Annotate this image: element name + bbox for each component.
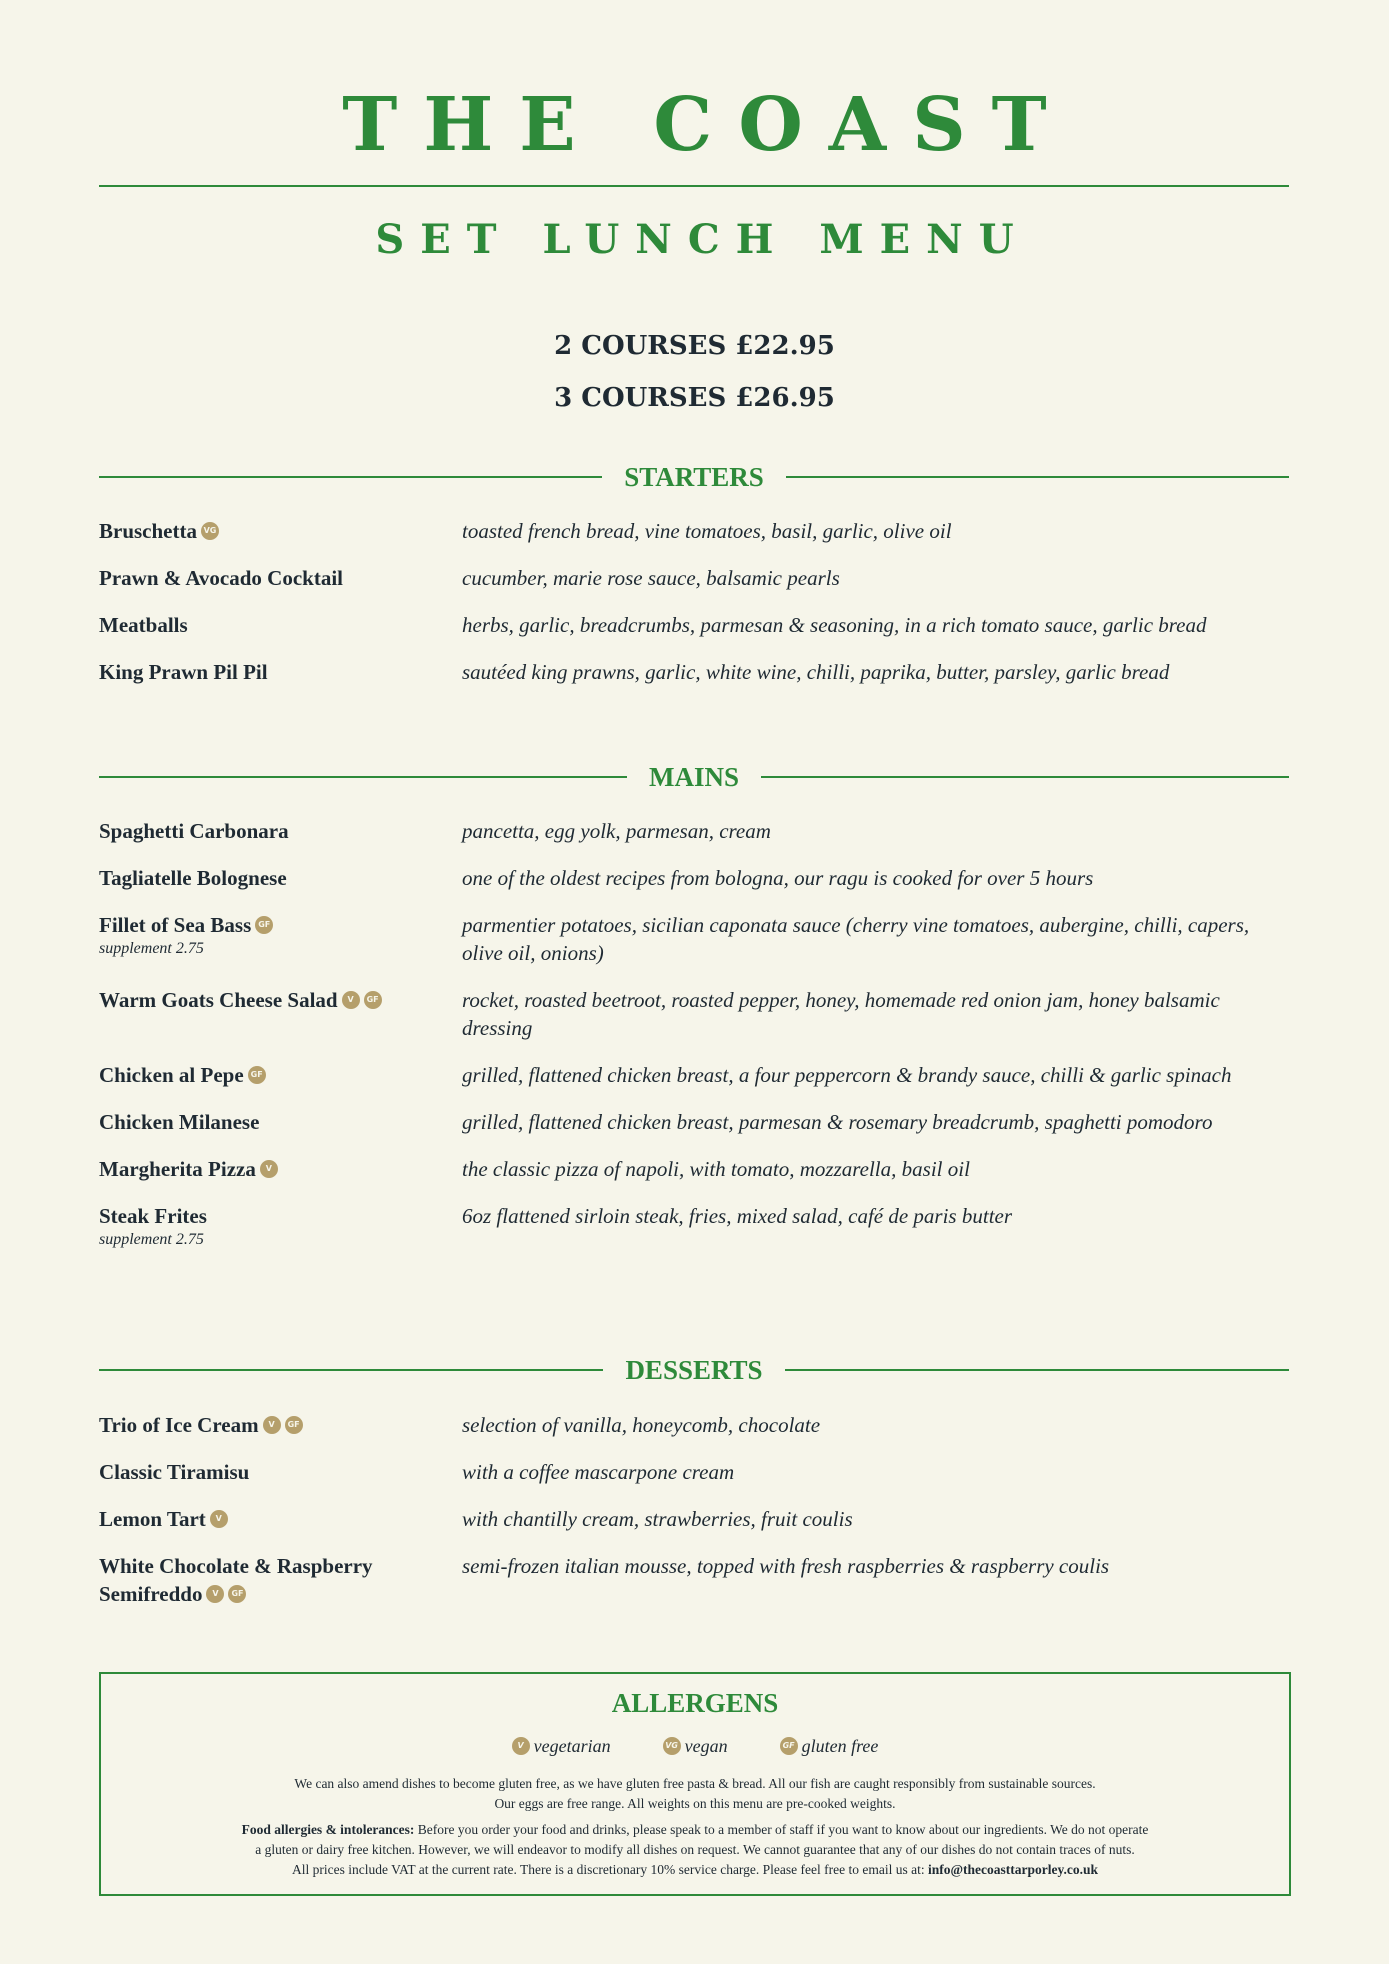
menu-item-description: grilled, flattened chicken breast, parmesan & rosemary breadcrumb, spaghetti pomodoro (462, 1110, 1213, 1134)
menu-subtitle: SET LUNCH MENU (375, 216, 1030, 263)
menu-item-description: selection of vanilla, honeycomb, chocolate (462, 1413, 821, 1437)
menu-item-supplement: supplement 2.75 (99, 1231, 204, 1248)
menu-item-description: one of the oldest recipes from bologna, our ragu is cooked for over 5 hours (462, 866, 1094, 890)
legend-entry (512, 1736, 611, 1757)
menu-item-name-col (99, 817, 462, 845)
menu-item-name-col (99, 986, 462, 1042)
menu-item (99, 986, 1289, 1042)
section-divider (786, 476, 1289, 478)
menu-item-name-text: Lemon Tart (99, 1507, 206, 1531)
section-divider (99, 1369, 603, 1371)
menu-item-name-text: Meatballs (99, 613, 188, 637)
menu-item-description: grilled, flattened chicken breast, a four peppercorn & brandy sauce, chilli & garlic spinach (462, 1063, 1232, 1087)
v-badge-icon: V (210, 1510, 228, 1528)
menu-item (99, 1458, 1289, 1486)
menu-item (99, 564, 1289, 592)
menu-item-name (99, 1061, 462, 1089)
menu-item-name (99, 1108, 462, 1136)
menu-item-name-text: Warm Goats Cheese Salad (99, 988, 338, 1012)
section-heading-starters (99, 457, 1289, 497)
allergen-note-line5-text: All prices include VAT at the current rate. There is a discretionary 10% service charge. Please feel free to email us at: (291, 1862, 928, 1877)
menu-item-name-text: Trio of Ice Cream (99, 1413, 259, 1437)
v-badge-icon: V (263, 1416, 281, 1434)
menu-item (99, 911, 1289, 967)
menu-item-name (99, 1155, 462, 1183)
menu-item (99, 658, 1289, 686)
menu-item-name-col (99, 1552, 462, 1608)
menu-item-name (99, 1505, 399, 1533)
menu-item-name-col (99, 1061, 462, 1089)
gf-badge-icon: GF (780, 1737, 798, 1755)
section-divider (761, 776, 1289, 778)
menu-item-name-col (99, 1458, 462, 1486)
menu-item-description: toasted french bread, vine tomatoes, basil, garlic, olive oil (462, 519, 952, 543)
contact-email-link[interactable]: info@thecoasttarporley.co.uk (927, 1862, 1099, 1877)
menu-item-description: rocket, roasted beetroot, roasted pepper, honey, homemade red onion jam, honey balsamic dressing (462, 988, 1220, 1040)
allergens-box (99, 1672, 1291, 1896)
menu-item-name-text: Bruschetta (99, 519, 197, 543)
gf-badge-icon: GF (248, 1066, 266, 1084)
menu-item (99, 517, 1289, 545)
menu-item-name (99, 1411, 399, 1439)
menu-item-name (99, 864, 462, 892)
menu-item-name-col (99, 1202, 462, 1250)
menu-item-name-text: Tagliatelle Bolognese (99, 866, 287, 890)
menu-item-name (99, 986, 462, 1014)
menu-item-description: sautéed king prawns, garlic, white wine, chilli, paprika, butter, parsley, garlic bread (462, 660, 1170, 684)
allergen-note-line2: Our eggs are free range. All weights on this menu are pre-cooked weights. (494, 1796, 896, 1811)
menu-item-name (99, 1552, 399, 1608)
menu-item-description: with chantilly cream, strawberries, fruit coulis (462, 1507, 853, 1531)
menu-item-name-col (99, 1155, 462, 1183)
menu-item-name (99, 817, 462, 845)
title-divider (99, 185, 1289, 187)
menu-item-name-text: Spaghetti Carbonara (99, 819, 289, 843)
menu-item (99, 1552, 1289, 1608)
legend-label: vegetarian (533, 1736, 611, 1756)
starters-list (99, 517, 1289, 705)
menu-item-name-text: Chicken Milanese (99, 1110, 260, 1134)
legend-entry (663, 1736, 728, 1757)
menu-item-name (99, 1458, 399, 1486)
legend-label: gluten free (801, 1736, 879, 1756)
menu-item-name-col (99, 911, 462, 967)
menu-item-name-col (99, 1505, 462, 1533)
menu-item-name-col (99, 1108, 462, 1136)
menu-item-name-col (99, 1411, 462, 1439)
desserts-list (99, 1411, 1289, 1627)
v-badge-icon: V (260, 1160, 278, 1178)
section-divider (785, 1369, 1289, 1371)
menu-item-description: semi-frozen italian mousse, topped with fresh raspberries & raspberry coulis (462, 1554, 1110, 1578)
menu-item (99, 1108, 1289, 1136)
menu-item (99, 864, 1289, 892)
section-divider (99, 776, 627, 778)
section-title: STARTERS (624, 461, 764, 492)
v-badge-icon: V (512, 1737, 530, 1755)
menu-item-name-text: Chicken al Pepe (99, 1063, 244, 1087)
allergen-note-line4: a gluten or dairy free kitchen. However, we will endeavor to modify all dishes on request. We cannot guarantee that any of our dishes do not contain traces of nuts. (255, 1842, 1135, 1857)
gf-badge-icon: GF (364, 991, 382, 1009)
allergens-title: ALLERGENS (611, 1688, 779, 1718)
menu-item-name-text: Margherita Pizza (99, 1157, 256, 1181)
menu-item (99, 1505, 1289, 1533)
menu-item-name (99, 658, 462, 686)
menu-item-name-text: Steak Frites (99, 1204, 207, 1228)
menu-item-description: the classic pizza of napoli, with tomato, mozzarella, basil oil (462, 1157, 970, 1181)
gf-badge-icon: GF (255, 916, 273, 934)
menu-item (99, 1202, 1289, 1250)
menu-item-supplement: supplement 2.75 (99, 940, 204, 957)
menu-item-description: parmentier potatoes, sicilian caponata sauce (cherry vine tomatoes, aubergine, chilli, capers, olive oil, onions) (462, 913, 1250, 965)
menu-item (99, 611, 1289, 639)
section-heading-mains (99, 757, 1289, 797)
menu-item-description: cucumber, marie rose sauce, balsamic pearls (462, 566, 840, 590)
gf-badge-icon: GF (285, 1416, 303, 1434)
v-badge-icon: V (342, 991, 360, 1009)
allergen-note-line5 (161, 1860, 1229, 1880)
menu-item-description: with a coffee mascarpone cream (462, 1460, 735, 1484)
menu-item-description: herbs, garlic, breadcrumbs, parmesan & seasoning, in a rich tomato sauce, garlic bread (462, 613, 1207, 637)
menu-item-name-text: Fillet of Sea Bass (99, 913, 252, 937)
menu-item-name-col (99, 658, 462, 686)
menu-item-name (99, 611, 462, 639)
menu-item-name-col (99, 864, 462, 892)
allergen-note-line3 (161, 1820, 1229, 1840)
section-heading-desserts (99, 1350, 1289, 1390)
legend-label: vegan (684, 1736, 728, 1756)
menu-item-name-text: Classic Tiramisu (99, 1460, 250, 1484)
menu-item-name (99, 517, 462, 545)
allergen-note-line1: We can also amend dishes to become gluten free, as we have gluten free pasta & bread. All our fish are caught responsibly from sustainable sources. (294, 1776, 1096, 1791)
menu-item-name-col (99, 564, 462, 592)
section-title: MAINS (649, 761, 740, 792)
vg-badge-icon: VG (201, 522, 219, 540)
menu-item (99, 1155, 1289, 1183)
menu-item (99, 817, 1289, 845)
menu-item (99, 1061, 1289, 1089)
mains-list (99, 817, 1289, 1269)
menu-item-name-col (99, 517, 462, 545)
section-divider (99, 476, 602, 478)
menu-item-name (99, 1202, 462, 1230)
menu-item-description: pancetta, egg yolk, parmesan, cream (462, 819, 771, 843)
vg-badge-icon: VG (663, 1737, 681, 1755)
menu-item-name-text: Prawn & Avocado Cocktail (99, 566, 344, 590)
gf-badge-icon: GF (228, 1585, 246, 1603)
v-badge-icon: V (206, 1585, 224, 1603)
section-title: DESSERTS (625, 1354, 763, 1385)
menu-item (99, 1411, 1289, 1439)
restaurant-title: THE COAST (342, 82, 1073, 168)
menu-item-description: 6oz flattened sirloin steak, fries, mixed salad, café de paris butter (462, 1204, 1013, 1228)
menu-item-name-text: King Prawn Pil Pil (99, 660, 268, 684)
allergen-note-line3-text: Before you order your food and drinks, please speak to a member of staff if you want to know about our ingredients. We do not operate (414, 1822, 1149, 1837)
menu-item-name-text: White Chocolate & Raspberry Semifreddo (99, 1554, 373, 1606)
legend-entry (780, 1736, 879, 1757)
price-three-courses: 3 COURSES £26.95 (554, 383, 835, 413)
menu-item-name (99, 564, 462, 592)
allergen-legend (101, 1736, 1289, 1757)
menu-item-name (99, 911, 462, 939)
menu-item-name-col (99, 611, 462, 639)
price-two-courses: 2 COURSES £22.95 (554, 331, 835, 361)
food-allergy-label: Food allergies & intolerances: (241, 1822, 415, 1837)
